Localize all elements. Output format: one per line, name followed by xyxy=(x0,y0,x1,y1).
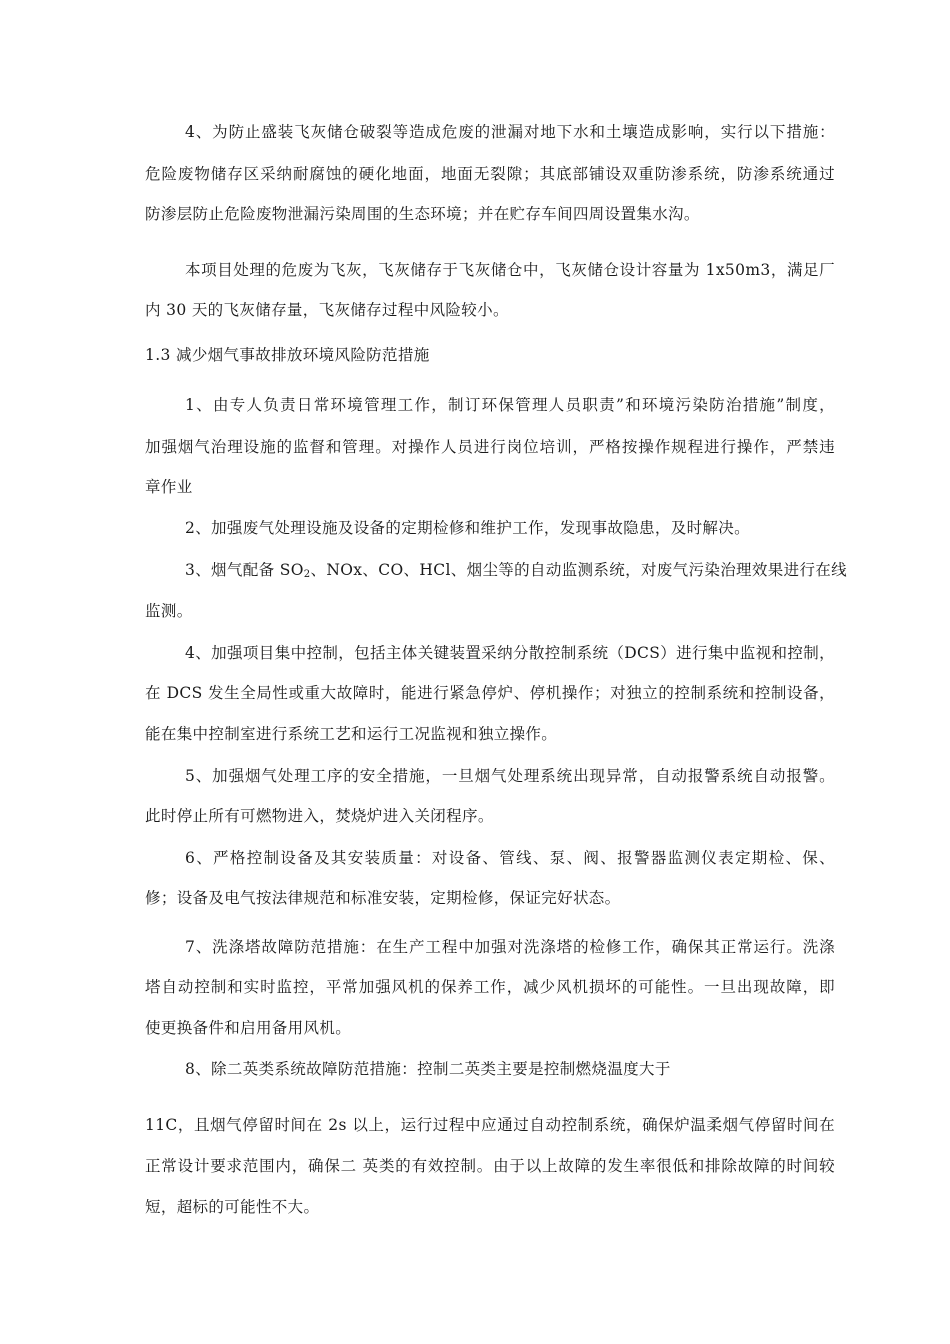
paragraph-line: 1、由专人负责日常环境管理工作，制订环保管理人员职责”和环境污染防治措施”制度， xyxy=(185,396,835,414)
paragraph-line: 监测。 xyxy=(145,602,193,620)
paragraph-line: 6、严格控制设备及其安装质量：对设备、管线、泵、阀、报警器监测仪表定期检、保、 xyxy=(185,849,835,867)
line-part: 3、烟气配备 SO xyxy=(185,561,304,579)
paragraph-line: 正常设计要求范围内，确保二 英类的有效控制。由于以上故障的发生率很低和排除故障的时间较 xyxy=(145,1157,835,1175)
paragraph-line: 在 DCS 发生全局性或重大故障时，能进行紧急停炉、停机操作；对独立的控制系统和控制设备， xyxy=(145,684,835,702)
paragraph-line: 内 30 天的飞灰储存量，飞灰储存过程中风险较小。 xyxy=(145,301,509,319)
paragraph-line: 4、加强项目集中控制，包括主体关键装置采纳分散控制系统（DCS）进行集中监视和控制， xyxy=(185,644,835,662)
paragraph-line: 修；设备及电气按法律规范和标准安装，定期检修，保证完好状态。 xyxy=(145,889,621,907)
paragraph-line: 章作业 xyxy=(145,478,193,496)
paragraph-line: 5、加强烟气处理工序的安全措施，一旦烟气处理系统出现异常，自动报警系统自动报警。 xyxy=(185,767,835,785)
line-part: 、NOx、CO、HCl、烟尘等的自动监测系统，对废气污染治理效果进行在线 xyxy=(310,561,847,579)
paragraph-line: 防渗层防止危险废物泄漏污染周围的生态环境；并在贮存车间四周设置集水沟。 xyxy=(145,205,700,223)
paragraph-line: 7、洗涤塔故障防范措施：在生产工程中加强对洗涤塔的检修工作，确保其正常运行。洗涤 xyxy=(185,938,835,956)
paragraph-line: 能在集中控制室进行系统工艺和运行工况监视和独立操作。 xyxy=(145,725,558,743)
paragraph-line: 塔自动控制和实时监控，平常加强风机的保养工作，减少风机损坏的可能性。一旦出现故障，即 xyxy=(145,978,835,996)
paragraph-line: 使更换备件和启用备用风机。 xyxy=(145,1019,352,1037)
paragraph-line: 11C，且烟气停留时间在 2s 以上，运行过程中应通过自动控制系统，确保炉温柔烟气停留时间在 xyxy=(145,1116,835,1134)
paragraph-line: 加强烟气治理设施的监督和管理。对操作人员进行岗位培训，严格按操作规程进行操作，严禁违 xyxy=(145,438,835,456)
subscript: 2 xyxy=(303,569,311,580)
section-heading: 1.3 减少烟气事故排放环境风险防范措施 xyxy=(145,346,430,364)
paragraph-line: 短，超标的可能性不大。 xyxy=(145,1198,320,1216)
paragraph-line: 8、除二英类系统故障防范措施：控制二英类主要是控制燃烧温度大于 xyxy=(185,1060,671,1078)
paragraph-line: 4、为防止盛装飞灰储仓破裂等造成危废的泄漏对地下水和土壤造成影响，实行以下措施： xyxy=(185,123,835,141)
paragraph-line: 2、加强废气处理设施及设备的定期检修和维护工作，发现事故隐患，及时解决。 xyxy=(185,519,750,537)
paragraph-line: 此时停止所有可燃物进入，焚烧炉进入关闭程序。 xyxy=(145,807,494,825)
paragraph-line: 本项目处理的危废为飞灰，飞灰储存于飞灰储仓中，飞灰储仓设计容量为 1x50m3，满足厂 xyxy=(185,261,835,279)
paragraph-line xyxy=(185,560,847,585)
paragraph-line: 危险废物储存区采纳耐腐蚀的硬化地面，地面无裂隙；其底部铺设双重防渗系统，防渗系统通过 xyxy=(145,165,835,183)
